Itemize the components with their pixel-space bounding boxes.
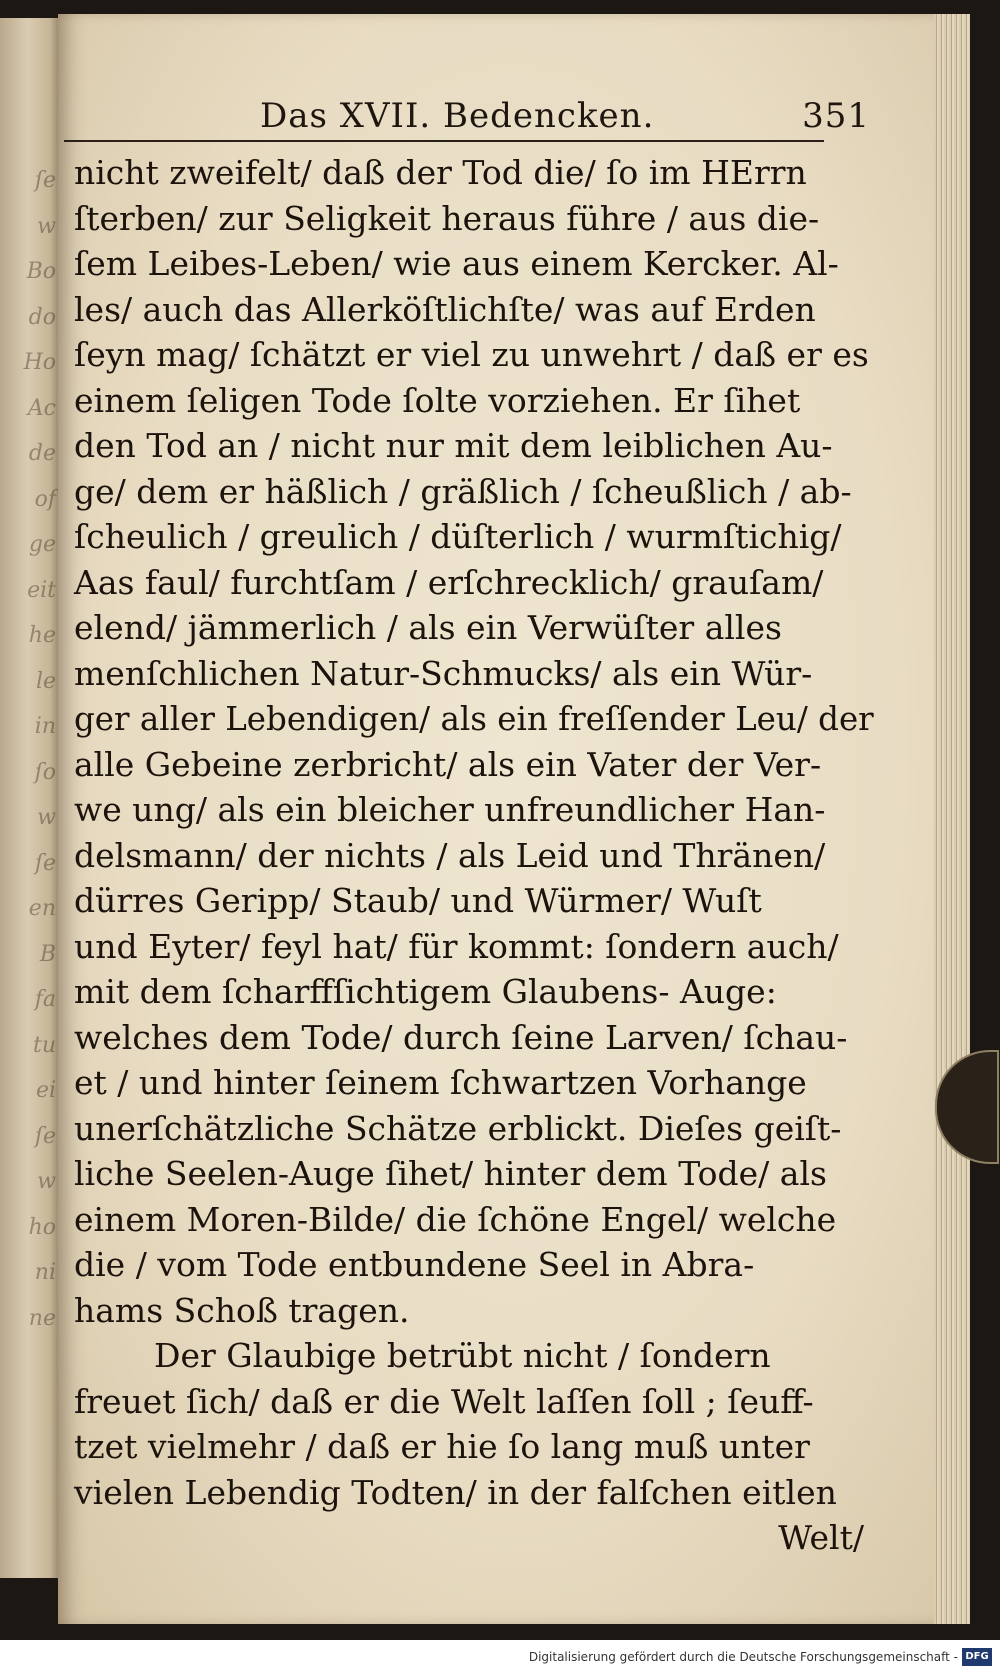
previous-page-fragment: Ac: [27, 395, 56, 421]
page-number: 351: [802, 96, 870, 136]
text-line: welches dem Tode/ durch ſeine Larven/ ſchau-: [74, 1017, 848, 1057]
text-line: ſcheulich / greulich / düſterlich / wurmſtichig/: [74, 517, 842, 556]
text-line: mit dem ſcharffſichtigem Glaubens- Auge:: [74, 972, 777, 1011]
paragraph-start-line: Der Glaubige betrübt nicht / ſondern: [154, 1336, 771, 1375]
previous-page-fragment: B: [39, 941, 56, 967]
text-line: vielen Lebendig Todten/ in der falſchen eitlen: [74, 1472, 837, 1512]
previous-page-fragment: Ho: [23, 350, 56, 375]
previous-page-fragment: ſe: [34, 1123, 56, 1149]
funding-credit: Digitalisierung gefördert durch die Deutsche Forschungsgemeinschaft -: [528, 1650, 958, 1664]
text-line: den Tod an / nicht nur mit dem leiblichen Au-: [74, 426, 833, 465]
previous-page-fragment: ſe: [34, 168, 56, 193]
text-line: einem Moren-Bilde/ die ſchöne Engel/ welche: [74, 1199, 837, 1239]
text-line: menſchlichen Natur-Schmucks/ als ein Wür-: [74, 653, 813, 693]
text-line: unerſchätzliche Schätze erblickt. Dieſes geiſt-: [74, 1108, 842, 1148]
text-line: nicht zweifelt/ daß der Tod die/ ſo im HErrn: [74, 153, 807, 192]
text-line: Aas faul/ furchtſam / erſchrecklich/ grauſam/: [74, 562, 824, 602]
previous-page-fragment: ſo: [34, 759, 56, 785]
previous-page-fragment: le: [35, 668, 56, 694]
previous-page-fragment: ne: [28, 1305, 56, 1331]
previous-page-fragment: ge: [28, 532, 56, 557]
text-line: ge/ dem er häßlich / gräßlich / ſcheußlich / ab-: [74, 471, 852, 511]
text-line: ſeyn mag/ ſchätzt er viel zu unwehrt / daß er es: [74, 335, 869, 374]
text-line: die / vom Tode entbundene Seel in Abra-: [74, 1245, 755, 1284]
previous-page-fragment: ho: [28, 1214, 56, 1240]
text-line: tzet vielmehr / daß er hie ſo lang muß unter: [74, 1427, 810, 1466]
previous-page-fragment: do: [28, 304, 56, 330]
previous-page-fragment: tu: [32, 1032, 56, 1058]
previous-page-fragment: de: [28, 441, 56, 466]
previous-page-fragment: ei: [35, 1078, 56, 1103]
body-text: [74, 150, 874, 1561]
previous-page-fragment: ſe: [34, 850, 56, 876]
previous-page-fragment: in: [34, 714, 56, 739]
text-line: freuet ſich/ daß er die Welt laſſen ſoll ; ſeuff-: [74, 1381, 814, 1421]
previous-page-fragment: he: [28, 623, 56, 648]
previous-page-fragment: ni: [34, 1260, 56, 1285]
text-line: ſem Leibes-Leben/ wie aus einem Kercker. Al-: [74, 244, 839, 283]
digitization-footer: [0, 1640, 1000, 1677]
head-rule: [64, 140, 824, 142]
text-line: hams Schoß tragen.: [74, 1290, 410, 1330]
text-line: dürres Geripp/ Staub/ und Würmer/ Wuſt: [74, 881, 762, 920]
previous-page-fragment: Bo: [26, 259, 56, 284]
previous-page-fragment: w: [37, 805, 56, 830]
running-head: [230, 92, 870, 142]
catchword: Welt/: [778, 1518, 864, 1557]
text-line: und Eyter/ feyl hat/ für kommt: ſondern auch/: [74, 926, 839, 966]
text-line: we ung/ als ein bleicher unfreundlicher Han-: [74, 790, 826, 829]
previous-page-fragment: w: [37, 213, 56, 239]
text-line: ger aller Lebendigen/ als ein freſſender Leu/ der: [74, 699, 874, 738]
previous-page-fragment: w: [37, 1169, 56, 1194]
previous-page-edge: [0, 18, 62, 1578]
running-head-title: Das XVII. Bedencken.: [260, 96, 655, 136]
previous-page-fragment: en: [28, 896, 56, 921]
text-line: delsmann/ der nichts / als Leid und Thränen/: [74, 835, 826, 875]
dfg-logo: DFG: [962, 1648, 992, 1666]
previous-page-fragment: eit: [27, 577, 56, 603]
text-line: et / und hinter ſeinem ſchwartzen Vorhange: [74, 1063, 807, 1102]
previous-page-fragment: of: [34, 486, 56, 512]
text-line: liche Seelen-Auge ſihet/ hinter dem Tode/ als: [74, 1154, 827, 1193]
text-line: alle Gebeine zerbricht/ als ein Vater der Ver-: [74, 744, 822, 784]
previous-page-fragment: fa: [34, 987, 56, 1012]
page-block-edges: [934, 14, 970, 1624]
text-line: ſterben/ zur Seligkeit heraus führe / aus die-: [74, 198, 820, 238]
text-line: les/ auch das Allerköſtlichſte/ was auf Erden: [74, 289, 816, 329]
text-line: einem ſeligen Tode ſolte vorziehen. Er ſihet: [74, 380, 801, 420]
text-line: elend/ jämmerlich / als ein Verwüſter alles: [74, 608, 782, 647]
